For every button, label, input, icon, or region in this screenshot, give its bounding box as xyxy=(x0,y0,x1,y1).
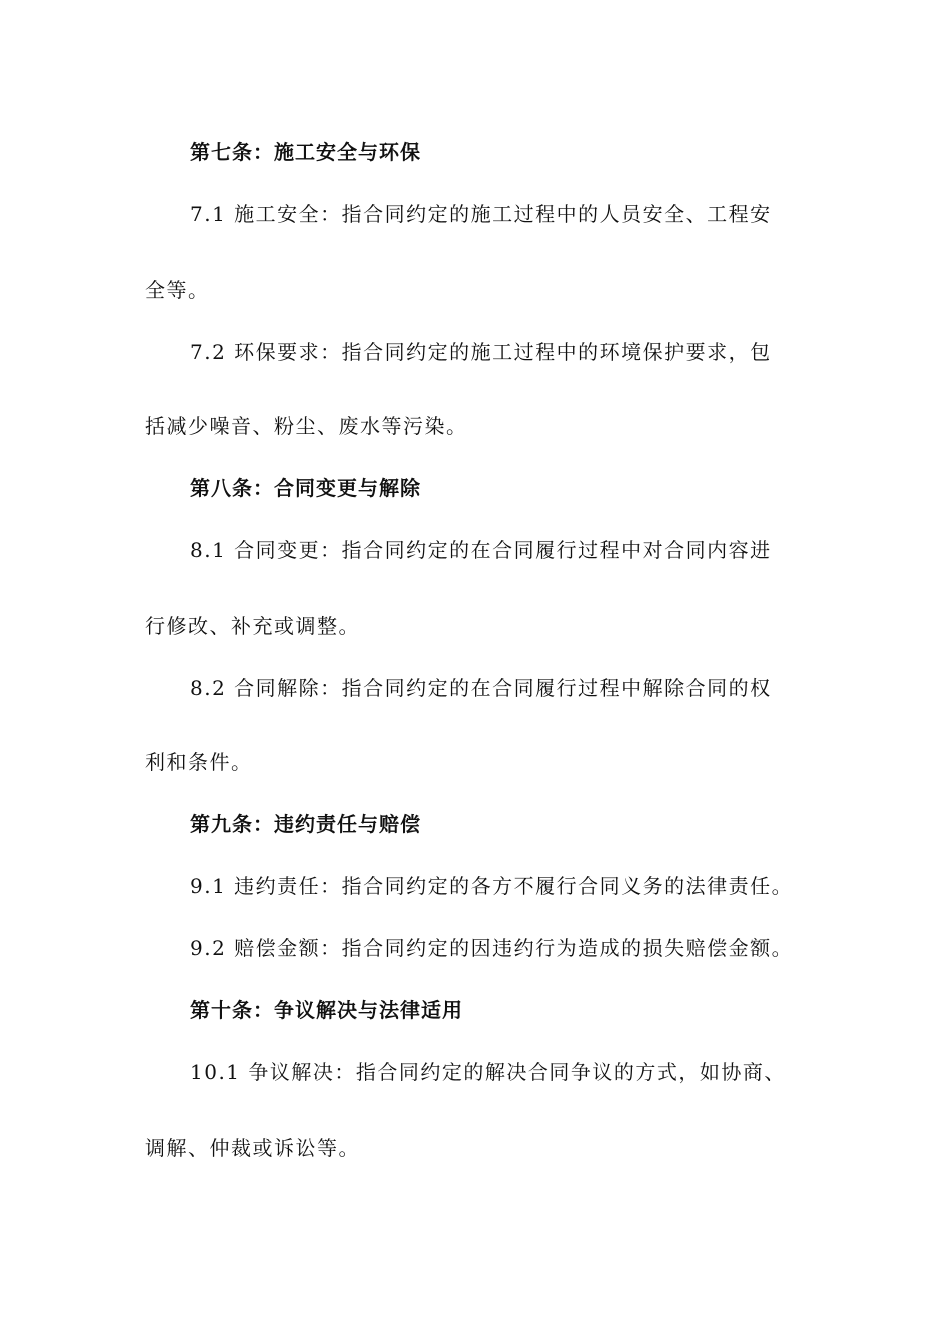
clause-9-2: 9.2 赔偿金额：指合同约定的因违约行为造成的损失赔偿金额。 xyxy=(190,936,794,960)
clause-7-1-line-2: 全等。 xyxy=(145,278,210,302)
section-heading-8: 第八条：合同变更与解除 xyxy=(190,476,421,500)
clause-10-1-line-1: 10.1 争议解决：指合同约定的解决合同争议的方式，如协商、 xyxy=(190,1060,786,1084)
clause-8-1-line-2: 行修改、补充或调整。 xyxy=(145,614,360,638)
clause-8-2-line-1: 8.2 合同解除：指合同约定的在合同履行过程中解除合同的权 xyxy=(190,676,772,700)
section-heading-10: 第十条：争议解决与法律适用 xyxy=(190,998,463,1022)
clause-10-1-line-2: 调解、仲裁或诉讼等。 xyxy=(145,1136,360,1160)
section-heading-9: 第九条：违约责任与赔偿 xyxy=(190,812,421,836)
clause-7-1-line-1: 7.1 施工安全：指合同约定的施工过程中的人员安全、工程安 xyxy=(190,202,772,226)
clause-8-1-line-1: 8.1 合同变更：指合同约定的在合同履行过程中对合同内容进 xyxy=(190,538,772,562)
clause-7-2-line-1: 7.2 环保要求：指合同约定的施工过程中的环境保护要求，包 xyxy=(190,340,772,364)
section-heading-7: 第七条：施工安全与环保 xyxy=(190,140,421,164)
clause-8-2-line-2: 利和条件。 xyxy=(145,750,253,774)
clause-7-2-line-2: 括减少噪音、粉尘、废水等污染。 xyxy=(145,414,468,438)
clause-9-1: 9.1 违约责任：指合同约定的各方不履行合同义务的法律责任。 xyxy=(190,874,794,898)
